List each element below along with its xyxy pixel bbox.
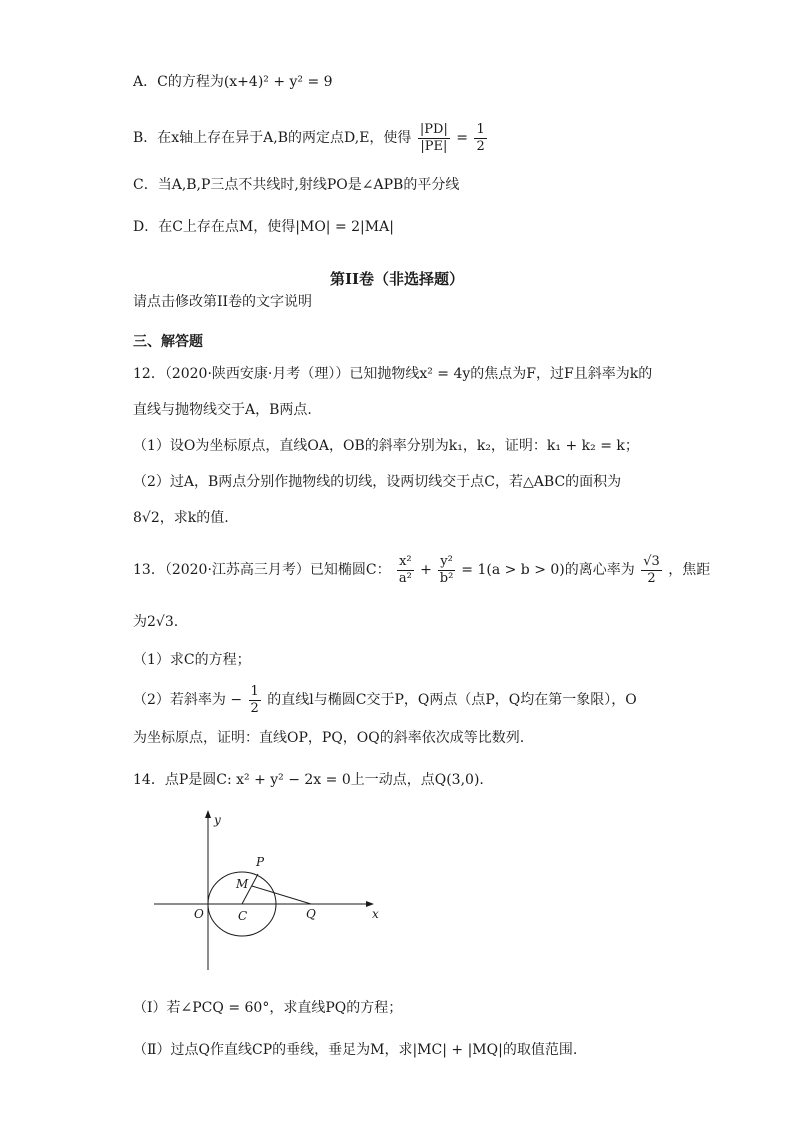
q13-line1-prefix: 13．（2020·江苏高三月考）已知椭圆C： bbox=[133, 562, 391, 578]
q14-part2: （Ⅱ）过点Q作直线CP的垂线，垂足为M，求|MC| + |MQ|的取值范围. bbox=[133, 1042, 578, 1058]
label-p: P bbox=[256, 855, 265, 869]
ellipse-term-x-num: x² bbox=[399, 553, 412, 569]
ellipse-plus: + bbox=[420, 562, 432, 578]
ellipse-term-y bbox=[438, 554, 455, 587]
label-y: y bbox=[214, 813, 221, 827]
q12-line1: 12．（2020·陕西安康·月考（理））已知抛物线x² = 4y的焦点为F，过F且斜率为k的 bbox=[133, 366, 653, 382]
q12-line5: 8√2，求k的值. bbox=[133, 510, 229, 526]
option-b-ratio-num: |PD| bbox=[419, 121, 448, 137]
part2-note: 请点击修改第II卷的文字说明 bbox=[133, 294, 313, 310]
q12-line2: 直线与抛物线交于A，B两点. bbox=[133, 402, 312, 418]
q13-line4-prefix: （2）若斜率为 − bbox=[133, 692, 243, 708]
ellipse-rest: = 1(a > b > 0)的离心率为 bbox=[461, 562, 635, 578]
segment-mq bbox=[252, 886, 311, 904]
part2-title: 第II卷（非选择题） bbox=[329, 270, 465, 288]
option-c: C．当A,B,P三点不共线时,射线PO是∠APB的平分线 bbox=[133, 177, 460, 193]
q13-line3: （1）求C的方程； bbox=[133, 652, 251, 668]
option-b-half-den: 2 bbox=[476, 138, 485, 154]
option-b bbox=[133, 118, 489, 158]
q14-line1: 14．点P是圆C: x² + y² − 2x = 0上一动点，点Q(3,0). bbox=[133, 772, 484, 788]
label-x: x bbox=[372, 907, 379, 921]
section-heading: 三、解答题 bbox=[133, 334, 203, 350]
geometry-figure bbox=[150, 808, 410, 978]
eccentricity-den: 2 bbox=[647, 570, 656, 586]
q13-line1-suffix: ，焦距 bbox=[668, 562, 711, 578]
option-b-half bbox=[474, 122, 486, 155]
option-b-text: B．在x轴上存在异于A,B的两定点D,E，使得 bbox=[133, 130, 412, 146]
eccentricity bbox=[641, 554, 662, 587]
q12-line3: （1）设O为坐标原点，直线OA，OB的斜率分别为k₁，k₂，证明：k₁ + k₂ = k； bbox=[133, 438, 639, 454]
option-d: D．在C上存在点M，使得|MO| = 2|MA| bbox=[133, 219, 394, 235]
slope-num: 1 bbox=[250, 683, 259, 699]
option-a: A．C的方程为(x+4)² + y² = 9 bbox=[133, 74, 333, 90]
q13-line1 bbox=[133, 550, 710, 590]
label-q: Q bbox=[306, 907, 316, 921]
ellipse-term-y-den: b² bbox=[439, 570, 454, 586]
slope-den: 2 bbox=[250, 700, 259, 716]
label-o: O bbox=[194, 907, 204, 921]
ellipse-term-x bbox=[397, 554, 414, 587]
q13-line2: 为2√3. bbox=[133, 614, 179, 630]
option-b-eq: = bbox=[456, 130, 469, 146]
option-b-ratio-den: |PE| bbox=[420, 138, 448, 154]
ellipse-term-x-den: a² bbox=[398, 570, 412, 586]
q14-part1: （Ⅰ）若∠PCQ = 60°，求直线PQ的方程； bbox=[133, 1000, 403, 1016]
q12-line4: （2）过A，B两点分别作抛物线的切线，设两切线交于点C，若△ABC的面积为 bbox=[133, 474, 622, 490]
eccentricity-num: √3 bbox=[643, 553, 660, 569]
label-c: C bbox=[238, 909, 248, 923]
q13-line5: 为坐标原点，证明：直线OP，PQ，OQ的斜率依次成等比数列. bbox=[133, 730, 525, 746]
q13-line4 bbox=[133, 680, 637, 720]
option-b-ratio bbox=[418, 122, 450, 155]
q13-line4-suffix: 的直线l与椭圆C交于P，Q两点（点P，Q均在第一象限），O bbox=[267, 692, 637, 708]
slope-fraction bbox=[249, 684, 261, 717]
option-b-half-num: 1 bbox=[476, 121, 485, 137]
ellipse-term-y-num: y² bbox=[440, 553, 453, 569]
label-m: M bbox=[236, 877, 249, 891]
y-axis-arrow bbox=[205, 810, 211, 818]
